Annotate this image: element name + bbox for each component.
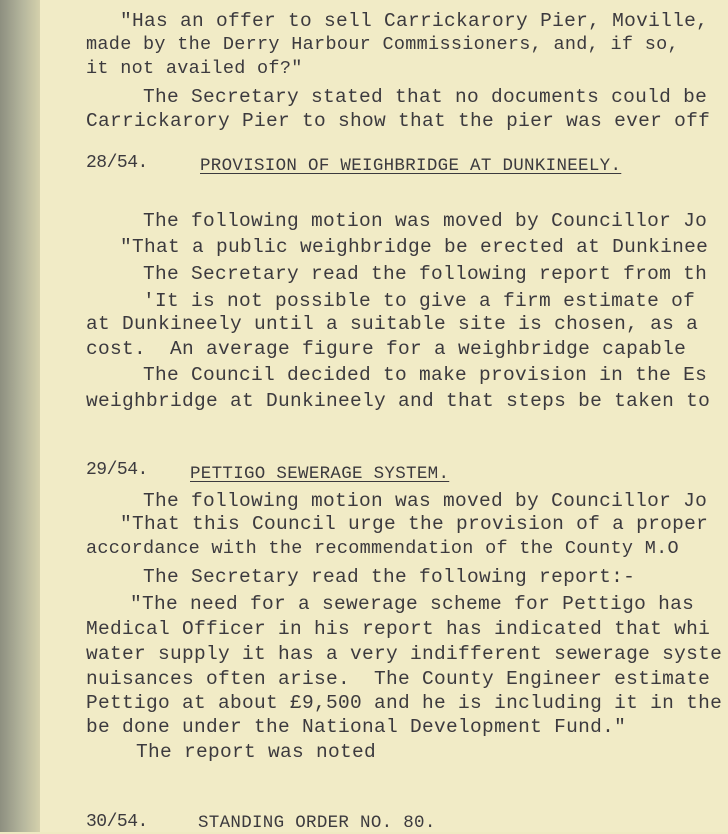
body-line: accordance with the recommendation of the County M.O <box>86 538 679 559</box>
section-heading: STANDING ORDER NO. 80. <box>198 813 436 833</box>
section-heading: PROVISION OF WEIGHBRIDGE AT DUNKINEELY. <box>200 156 622 176</box>
body-line: nuisances often arise. The County Engineer estimate <box>86 668 711 690</box>
body-line: Pettigo at about £9,500 and he is including it in the <box>86 692 723 714</box>
body-line: 'It is not possible to give a firm estimate of <box>143 290 696 312</box>
body-line: "That a public weighbridge be erected at Dunkinee <box>120 236 709 258</box>
body-line: Medical Officer in his report has indicated that whi <box>86 618 711 640</box>
body-line: at Dunkineely until a suitable site is chosen, as a <box>86 313 699 335</box>
section-number: 29/54. <box>86 460 148 480</box>
body-line: made by the Derry Harbour Commissioners, and, if so, <box>86 34 679 55</box>
body-line: "The need for a sewerage scheme for Pettigo has <box>130 593 695 615</box>
body-line: The Secretary stated that no documents could be <box>143 86 708 108</box>
body-line: The Council decided to make provision in the Es <box>143 364 708 386</box>
body-line: be done under the National Development Fund." <box>86 716 627 738</box>
body-line: The Secretary read the following report:- <box>143 566 636 588</box>
body-line: weighbridge at Dunkineely and that steps be taken to <box>86 390 711 412</box>
body-line: "That this Council urge the provision of a proper <box>120 513 709 535</box>
body-line: The following motion was moved by Councillor Jo <box>143 210 708 232</box>
section-number: 30/54. <box>86 812 148 832</box>
body-line: cost. An average figure for a weighbridge capable <box>86 338 687 360</box>
body-line: Carrickarory Pier to show that the pier was ever off <box>86 110 711 132</box>
section-number: 28/54. <box>86 153 148 173</box>
body-line: water supply it has a very indifferent sewerage syste <box>86 643 723 665</box>
section-heading: PETTIGO SEWERAGE SYSTEM. <box>190 464 450 484</box>
body-line: The Secretary read the following report from th <box>143 263 708 285</box>
body-line: "Has an offer to sell Carrickarory Pier, Moville, <box>120 10 709 32</box>
body-line: The following motion was moved by Councillor Jo <box>143 490 708 512</box>
body-line: The report was noted <box>136 741 377 763</box>
body-line: it not availed of?" <box>86 58 303 79</box>
